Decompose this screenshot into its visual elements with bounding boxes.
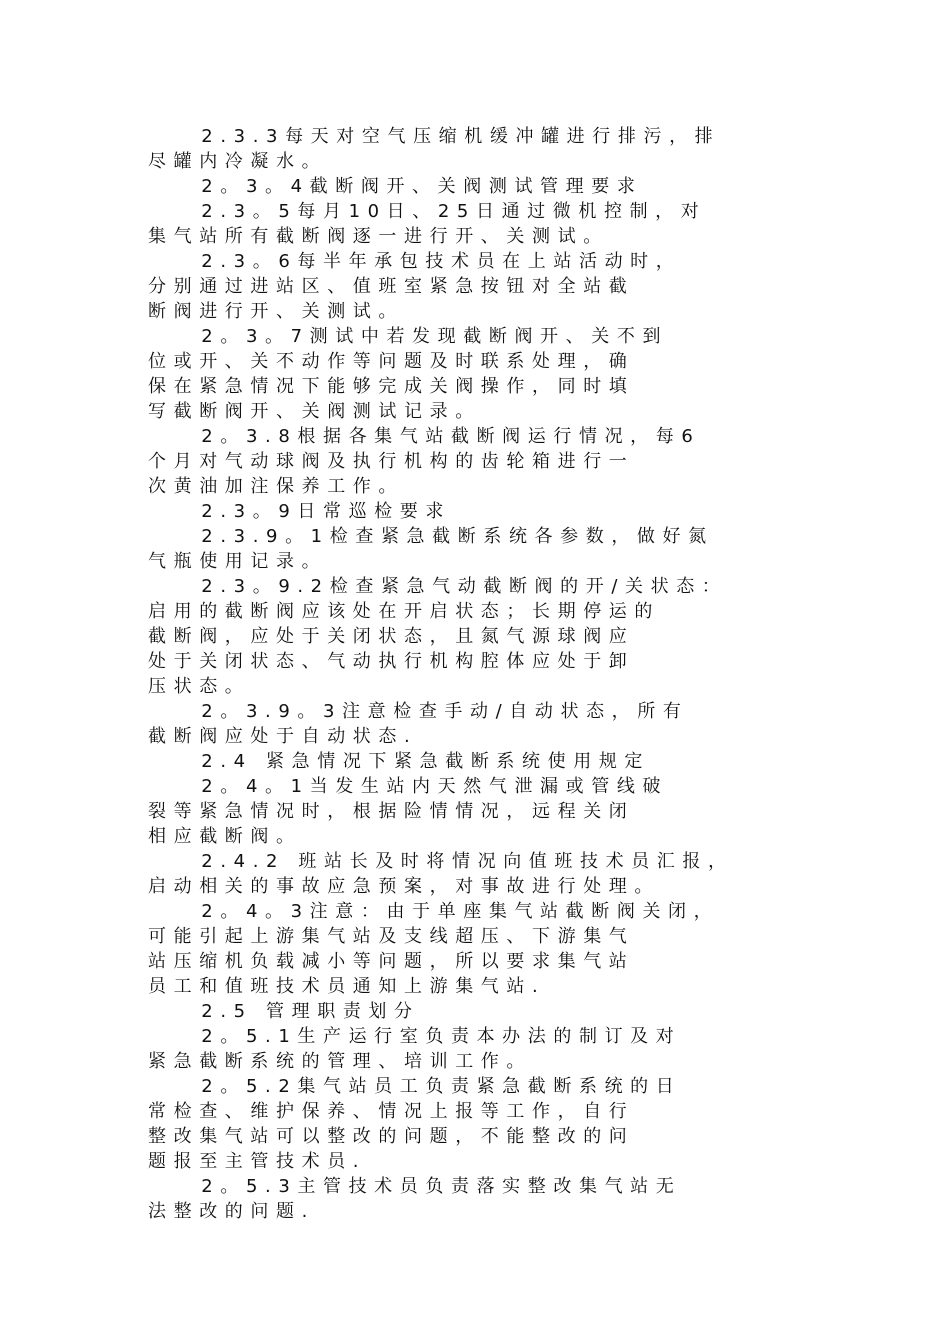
text-line: 处于关闭状态、气动执行机构腔体应处于卸: [148, 651, 635, 672]
text-line: 气瓶使用记录。: [148, 551, 328, 572]
text-line: 2。5.3主管技术员负责落实整改集气站无: [148, 1176, 682, 1197]
text-line: 尽罐内冷凝水。: [148, 151, 328, 172]
text-line: 保在紧急情况下能够完成关阀操作，同时填: [148, 376, 635, 397]
text-line: 题报至主管技术员.: [148, 1151, 367, 1172]
text-line: 法整改的问题.: [148, 1201, 315, 1222]
text-line: 2.4.2 班站长及时将情况向值班技术员汇报，: [148, 851, 734, 872]
text-line: 2。5.2集气站员工负责紧急截断系统的日: [148, 1076, 682, 1097]
text-line: 2。5.1生产运行室负责本办法的制订及对: [148, 1026, 682, 1047]
text-line: 站压缩机负载减小等问题，所以要求集气站: [148, 951, 635, 972]
text-line: 写截断阀开、关阀测试记录。: [148, 401, 481, 422]
text-line: 2.3。9日常巡检要求: [148, 501, 451, 522]
text-line: 2。4。1当发生站内天然气泄漏或管线破: [148, 776, 669, 797]
text-line: 2.3.9。1检查紧急截断系统各参数，做好氮: [148, 526, 714, 547]
text-line: 截断阀，应处于关闭状态，且氮气源球阀应: [148, 626, 635, 647]
text-line: 2。3.8根据各集气站截断阀运行情况，每6: [148, 426, 701, 447]
text-line: 断阀进行开、关测试。: [148, 301, 404, 322]
text-line: 裂等紧急情况时，根据险情情况，远程关闭: [148, 801, 635, 822]
text-line: 2。3.9。3注意检查手动/自动状态，所有: [148, 701, 689, 722]
text-line: 启动相关的事故应急预案，对事故进行处理。: [148, 876, 660, 897]
text-line: 位或开、关不动作等问题及时联系处理，确: [148, 351, 635, 372]
text-line: 集气站所有截断阀逐一进行开、关测试。: [148, 226, 609, 247]
text-line: 2.3。5每月10日、25日通过微机控制，对: [148, 201, 707, 222]
text-line: 分别通过进站区、值班室紧急按钮对全站截: [148, 276, 635, 297]
text-line: 可能引起上游集气站及支线超压、下游集气: [148, 926, 635, 947]
text-line: 启用的截断阀应该处在开启状态；长期停运的: [148, 601, 660, 622]
text-line: 紧急截断系统的管理、培训工作。: [148, 1051, 532, 1072]
text-line: 2。3。4截断阀开、关阀测试管理要求: [148, 176, 643, 197]
text-line: 常检查、维护保养、情况上报等工作，自行: [148, 1101, 635, 1122]
text-line: 2.3。9.2检查紧急气动截断阀的开/关状态：: [148, 576, 728, 597]
text-line: 2.3.3每天对空气压缩机缓冲罐进行排污，排: [148, 126, 721, 147]
text-line: 次黄油加注保养工作。: [148, 476, 404, 497]
text-line: 员工和值班技术员通知上游集气站.: [148, 976, 546, 997]
text-line: 压状态。: [148, 676, 251, 697]
text-line: 相应截断阀。: [148, 826, 302, 847]
text-line: 截断阀应处于自动状态.: [148, 726, 418, 747]
text-line: 2。4。3注意：由于单座集气站截断阀关闭，: [148, 901, 720, 922]
document-body: [148, 124, 808, 1224]
text-line: 2.5 管理职责划分: [148, 1001, 420, 1022]
text-line: 2。3。7测试中若发现截断阀开、关不到: [148, 326, 669, 347]
text-line: 2.4 紧急情况下紧急截断系统使用规定: [148, 751, 651, 772]
text-line: 个月对气动球阀及执行机构的齿轮箱进行一: [148, 451, 635, 472]
text-line: 整改集气站可以整改的问题，不能整改的问: [148, 1126, 635, 1147]
text-line: 2.3。6每半年承包技术员在上站活动时，: [148, 251, 682, 272]
